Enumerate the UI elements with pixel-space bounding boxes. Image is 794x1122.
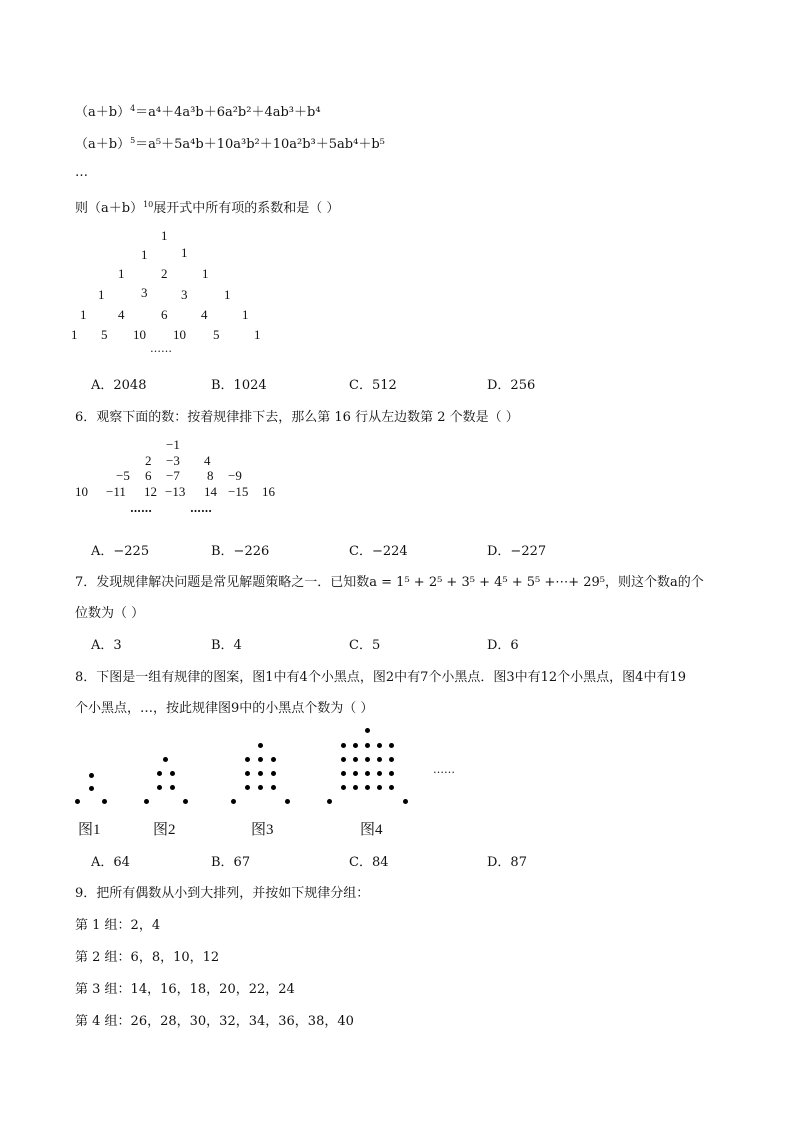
triangle-cell: 1 xyxy=(98,287,105,302)
q5-option-b: B．1024 xyxy=(211,378,267,393)
dot xyxy=(341,771,346,776)
triangle-cell: 1 xyxy=(224,287,231,302)
dot xyxy=(341,743,346,748)
triangle-cell: 1 xyxy=(141,247,148,262)
triangle-cell: 4 xyxy=(201,307,208,322)
dot xyxy=(170,785,175,790)
dot xyxy=(183,799,188,804)
dot xyxy=(353,785,358,790)
triangle-cell: 5 xyxy=(213,327,220,342)
q7-stem-line2: 位数为（ ） xyxy=(75,606,145,621)
triangle-cell: 3 xyxy=(141,285,148,300)
q6-option-a: A．−225 xyxy=(91,544,150,559)
q8-stem-line2: 个小黑点，…，按此规律图9中的小黑点个数为（ ） xyxy=(75,701,374,716)
q6-option-b: B．−226 xyxy=(211,544,270,559)
dot xyxy=(377,743,382,748)
q5-option-c: C．512 xyxy=(349,378,397,393)
dot xyxy=(365,771,370,776)
q6-stem: 6．观察下面的数：按着规律排下去，那么第 16 行从左边数第 2 个数是（ ） xyxy=(75,410,519,425)
pattern-cell: −11 xyxy=(106,484,126,499)
pattern-more: …… xyxy=(130,502,152,515)
dot xyxy=(102,799,107,804)
dot xyxy=(365,728,370,733)
triangle-cell: 10 xyxy=(173,327,186,342)
dot xyxy=(389,785,394,790)
q8-option-a: A．64 xyxy=(91,855,130,870)
dot xyxy=(341,757,346,762)
dot xyxy=(157,771,162,776)
q8-option-b: B．67 xyxy=(211,855,251,870)
dot xyxy=(365,743,370,748)
triangle-cell: 1 xyxy=(71,327,78,342)
figure-label: 图4 xyxy=(360,822,383,838)
expansion-line-4: $(a+b)^4=a^4+4a^3b+6a^2b^2+4ab^3+b^4$ xyxy=(75,104,321,120)
dot xyxy=(245,785,250,790)
dot xyxy=(389,757,394,762)
pattern-more: …… xyxy=(190,502,212,515)
dot xyxy=(353,743,358,748)
dot xyxy=(271,785,276,790)
triangle-cell: 6 xyxy=(161,307,168,322)
q8-stem-line1: 8．下图是一组有规律的图案，图1中有4个小黑点，图2中有7个小黑点．图3中有12个小黑点，图4中有19 xyxy=(75,670,686,685)
dot xyxy=(377,757,382,762)
dot xyxy=(353,757,358,762)
q7-option-b: B．4 xyxy=(211,638,242,653)
q9-stem: 9．把所有偶数从小到大排列，并按如下规律分组： xyxy=(75,886,370,901)
dot xyxy=(389,743,394,748)
pattern-cell: 6 xyxy=(145,468,152,483)
dot xyxy=(89,773,94,778)
q7-option-c: C．5 xyxy=(349,638,381,653)
q7-stem-line1: 7．发现规律解决问题是常见解题策略之一．已知数a = 1⁵ + 2⁵ + 3⁵ + 4⁵ + 5⁵ +⋯+ 29⁵，则这个数a的个 xyxy=(75,575,704,590)
q5-option-d: D．256 xyxy=(487,378,536,393)
triangle-cell: 1 xyxy=(254,327,261,342)
pattern-cell: −13 xyxy=(165,484,186,499)
dot xyxy=(75,799,80,804)
pattern-cell: 16 xyxy=(262,484,275,499)
dot xyxy=(170,771,175,776)
triangle-cell: 1 xyxy=(118,266,125,281)
expansion-ellipsis: … xyxy=(75,165,88,180)
pattern-cell: −7 xyxy=(166,468,180,483)
dot xyxy=(245,771,250,776)
dot xyxy=(231,799,236,804)
q9-group-3: 第 3 组：14，16，18，20，22，24 xyxy=(75,982,295,997)
dot xyxy=(389,771,394,776)
q7-option-d: D．6 xyxy=(487,638,519,653)
q6-option-d: D．−227 xyxy=(487,544,547,559)
dot xyxy=(353,771,358,776)
figure-label: 图2 xyxy=(153,822,176,838)
pattern-cell: −9 xyxy=(228,468,242,483)
triangle-cell: 1 xyxy=(161,228,168,243)
q8-option-d: D．87 xyxy=(487,855,527,870)
q9-group-1: 第 1 组：2，4 xyxy=(75,918,161,933)
triangle-cell: 1 xyxy=(181,245,188,260)
dot xyxy=(245,757,250,762)
dot xyxy=(403,799,408,804)
dot xyxy=(89,786,94,791)
pattern-cell: 10 xyxy=(75,484,88,499)
triangle-cell: 10 xyxy=(133,327,146,342)
pattern-cell: −1 xyxy=(166,437,180,452)
pattern-cell: −15 xyxy=(228,484,249,499)
dot xyxy=(377,771,382,776)
dot xyxy=(341,785,346,790)
dot xyxy=(365,757,370,762)
dot xyxy=(285,799,290,804)
dot xyxy=(258,771,263,776)
q5-option-a: A．2048 xyxy=(91,378,147,393)
pattern-cell: 14 xyxy=(204,484,217,499)
pattern-cell: −5 xyxy=(116,468,130,483)
dot xyxy=(258,743,263,748)
pattern-cell: 8 xyxy=(207,468,214,483)
triangle-cell: 5 xyxy=(101,327,108,342)
dot xyxy=(365,785,370,790)
pattern-cell: −3 xyxy=(166,453,180,468)
dot xyxy=(327,799,332,804)
q6-option-c: C．−224 xyxy=(349,544,408,559)
triangle-cell: 2 xyxy=(161,266,168,281)
triangle-cell: 3 xyxy=(181,287,188,302)
dot xyxy=(271,771,276,776)
figure-label: 图3 xyxy=(251,822,274,838)
expansion-line-5: $(a+b)^5=a^5+5a^4b+10a^3b^2+10a^2b^3+5ab^4+b^5$ xyxy=(75,136,385,152)
dot xyxy=(258,757,263,762)
dot xyxy=(157,785,162,790)
triangle-cell: 1 xyxy=(80,307,87,322)
q9-group-2: 第 2 组：6，8，10，12 xyxy=(75,950,220,965)
q5-stem: 则$(a+b)^{10}$展开式中所有项的系数和是（ ） xyxy=(75,200,340,216)
dot xyxy=(271,757,276,762)
q8-option-c: C．84 xyxy=(349,855,389,870)
triangle-more: …… xyxy=(150,342,172,355)
figure-label: 图1 xyxy=(78,822,101,838)
triangle-cell: 4 xyxy=(118,307,125,322)
figure-more: …… xyxy=(433,763,455,776)
triangle-cell: 1 xyxy=(242,307,249,322)
dot xyxy=(144,799,149,804)
pattern-cell: 12 xyxy=(144,484,157,499)
dot xyxy=(163,757,168,762)
pattern-cell: 4 xyxy=(204,453,211,468)
dot xyxy=(377,785,382,790)
triangle-cell: 1 xyxy=(202,266,209,281)
dot xyxy=(258,785,263,790)
pattern-cell: 2 xyxy=(145,453,152,468)
q9-group-4: 第 4 组：26，28，30，32，34，36，38，40 xyxy=(75,1014,354,1029)
q7-option-a: A．3 xyxy=(91,638,122,653)
